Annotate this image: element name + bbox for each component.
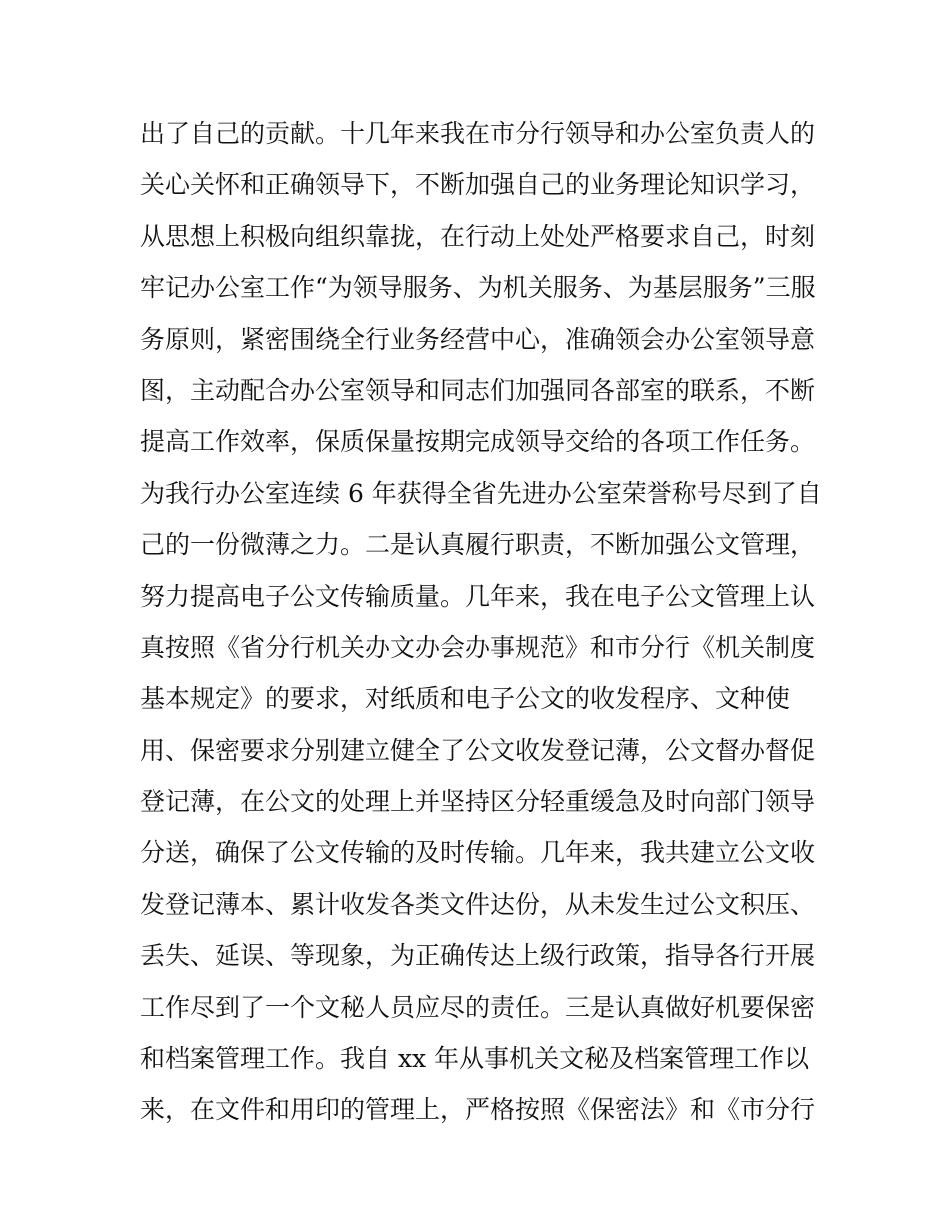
text-line: 努力提高电子公文传输质量。几年来，我在电子公文管理上认 [140,581,816,611]
text-line: 来，在文件和用印的管理上，严格按照《保密法》和《市分行 [140,1095,816,1125]
text-line: 用、保密要求分别建立健全了公文收发登记薄，公文督办督促 [140,735,816,765]
text-line: 务原则，紧密围绕全行业务经营中心，准确领会办公室领导意 [140,324,816,354]
body-text [140,108,830,1136]
text-line: 基本规定》的要求，对纸质和电子公文的收发程序、文种使 [140,684,791,714]
text-line: 工作尽到了一个文秘人员应尽的责任。三是认真做好机要保密 [140,992,816,1022]
text-line: 分送，确保了公文传输的及时传输。几年来，我共建立公文收 [140,838,816,868]
text-line: 登记薄，在公文的处理上并坚持区分轻重缓急及时向部门领导 [140,787,816,817]
text-line: 提高工作效率，保质保量按期完成领导交给的各项工作任务。 [140,427,816,457]
text-line: 从思想上积极向组织靠拢，在行动上处处严格要求自己，时刻 [140,221,816,251]
text-line: 和档案管理工作。我自 xx 年从事机关文秘及档案管理工作以 [140,1044,810,1074]
text-line: 真按照《省分行机关办文办会办事规范》和市分行《机关制度 [140,632,816,662]
text-line: 牢记办公室工作“为领导服务、为机关服务、为基层服务”三服 [140,273,816,303]
text-line: 为我行办公室连续 6 年获得全省先进办公室荣誉称号尽到了自 [140,478,822,508]
text-line: 发登记薄本、累计收发各类文件达份，从未发生过公文积压、 [140,889,816,919]
text-line: 出了自己的贡献。十几年来我在市分行领导和办公室负责人的 [140,119,816,148]
text-line: 关心关怀和正确领导下，不断加强自己的业务理论知识学习， [140,170,816,200]
text-line: 图，主动配合办公室领导和同志们加强同各部室的联系，不断 [140,375,816,405]
text-line: 己的一份微薄之力。二是认真履行职责，不断加强公文管理， [140,530,816,560]
text-line: 丢失、延误、等现象，为正确传达上级行政策，指导各行开展 [140,941,816,971]
